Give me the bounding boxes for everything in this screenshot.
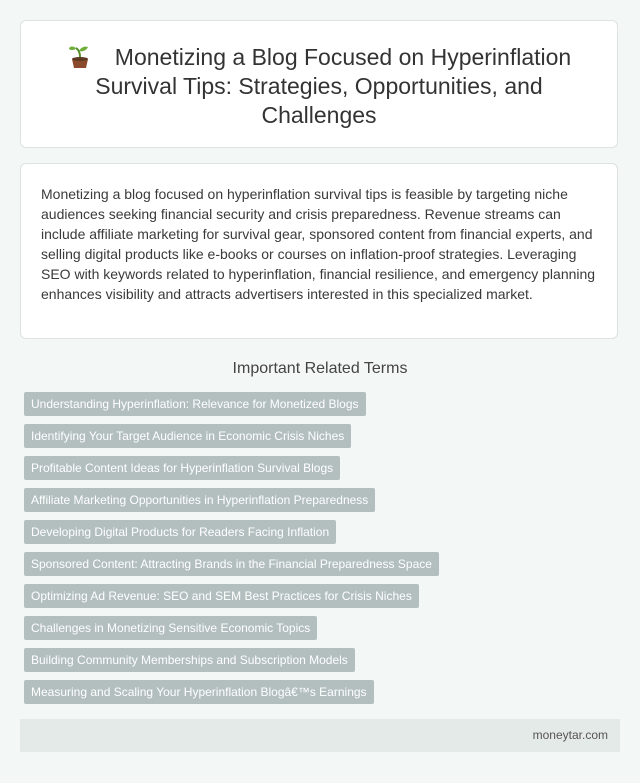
related-term[interactable]: Building Community Memberships and Subscription Models bbox=[24, 648, 355, 672]
title-card bbox=[20, 20, 618, 148]
related-term[interactable]: Developing Digital Products for Readers Facing Inflation bbox=[24, 520, 336, 544]
related-term[interactable]: Affiliate Marketing Opportunities in Hyperinflation Preparedness bbox=[24, 488, 375, 512]
related-term[interactable]: Understanding Hyperinflation: Relevance for Monetized Blogs bbox=[24, 392, 366, 416]
related-term[interactable]: Challenges in Monetizing Sensitive Economic Topics bbox=[24, 616, 317, 640]
related-terms-list bbox=[24, 392, 624, 712]
page-title bbox=[21, 21, 617, 130]
summary-text: Monetizing a blog focused on hyperinflation survival tips is feasible by targeting niche audiences seeking financial security and crisis preparedness. Revenue streams can include affiliate marketing for survival gear, sponsored content from financial experts, and selling digital products like e-books or courses on inflation-proof strategies. Leveraging SEO with keywords related to hyperinflation, financial resilience, and emergency planning enhances visibility and attracts advertisers interested in this specialized market. bbox=[41, 186, 596, 302]
related-term[interactable]: Identifying Your Target Audience in Economic Crisis Niches bbox=[24, 424, 351, 448]
footer bbox=[20, 719, 620, 752]
sprout-icon bbox=[67, 43, 93, 69]
related-term[interactable]: Optimizing Ad Revenue: SEO and SEM Best Practices for Crisis Niches bbox=[24, 584, 419, 608]
related-term[interactable]: Profitable Content Ideas for Hyperinflation Survival Blogs bbox=[24, 456, 340, 480]
related-terms-heading: Important Related Terms bbox=[232, 360, 408, 377]
summary-card bbox=[20, 163, 618, 339]
related-term[interactable]: Measuring and Scaling Your Hyperinflation Blogâ€™s Earnings bbox=[24, 680, 374, 704]
footer-site-name[interactable]: moneytar.com bbox=[532, 728, 608, 742]
page-title-text: Monetizing a Blog Focused on Hyperinflation Survival Tips: Strategies, Opportunities, and Challenges bbox=[95, 44, 572, 128]
related-term[interactable]: Sponsored Content: Attracting Brands in the Financial Preparedness Space bbox=[24, 552, 439, 576]
